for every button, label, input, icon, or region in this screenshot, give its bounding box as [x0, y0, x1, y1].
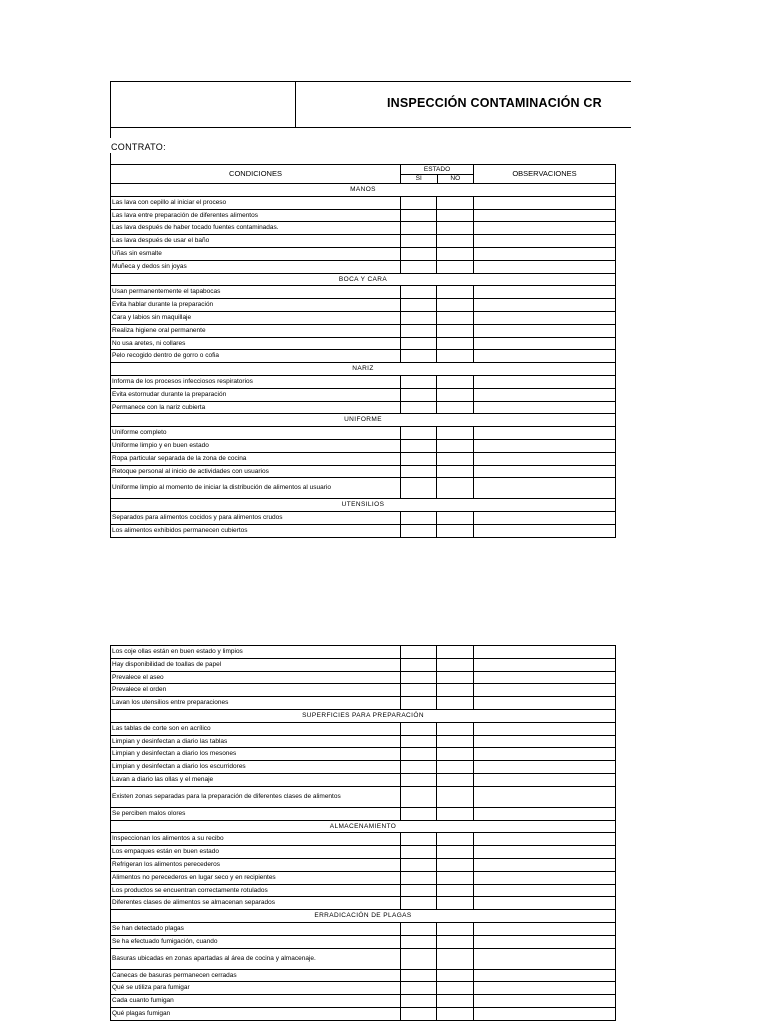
condition-cell: Se perciben malos olores — [111, 807, 401, 820]
si-cell[interactable] — [401, 773, 437, 786]
table-row — [111, 897, 616, 910]
section-row — [111, 709, 616, 722]
table-row — [111, 982, 616, 995]
section-title: ERRADICACIÓN DE PLAGAS — [111, 910, 616, 923]
no-cell[interactable] — [437, 948, 474, 969]
no-cell[interactable] — [437, 722, 474, 735]
si-cell[interactable] — [401, 311, 437, 324]
condition-cell: Se han detectado plagas — [111, 922, 401, 935]
table-row — [111, 260, 616, 273]
si-cell[interactable] — [401, 1007, 437, 1020]
no-cell[interactable] — [437, 375, 474, 388]
condition-cell: Prevalece el orden — [111, 684, 401, 697]
table-row — [111, 969, 616, 982]
observaciones-cell[interactable] — [474, 260, 616, 273]
observaciones-cell[interactable] — [474, 948, 616, 969]
document-title: INSPECCIÓN CONTAMINACIÓN CR — [387, 96, 602, 110]
condition-cell: Uniforme completo — [111, 427, 401, 440]
observaciones-cell[interactable] — [474, 671, 616, 684]
no-cell[interactable] — [437, 786, 474, 807]
si-cell[interactable] — [401, 884, 437, 897]
no-cell[interactable] — [437, 748, 474, 761]
si-cell[interactable] — [401, 833, 437, 846]
observaciones-cell[interactable] — [474, 524, 616, 537]
si-cell[interactable] — [401, 209, 437, 222]
section-row — [111, 273, 616, 286]
condition-cell: Los alimentos exhibidos permanecen cubiertos — [111, 524, 401, 537]
observaciones-cell[interactable] — [474, 748, 616, 761]
si-cell[interactable] — [401, 722, 437, 735]
si-cell[interactable] — [401, 235, 437, 248]
si-cell[interactable] — [401, 299, 437, 312]
observaciones-cell[interactable] — [474, 196, 616, 209]
section-title: BOCA Y CARA — [111, 273, 616, 286]
no-cell[interactable] — [437, 299, 474, 312]
si-cell[interactable] — [401, 337, 437, 350]
observaciones-cell[interactable] — [474, 807, 616, 820]
table-row — [111, 658, 616, 671]
table-row — [111, 697, 616, 710]
no-cell[interactable] — [437, 286, 474, 299]
no-cell[interactable] — [437, 646, 474, 659]
condition-cell: No usa aretes, ni collares — [111, 337, 401, 350]
section-row — [111, 363, 616, 376]
section-title: MANOS — [111, 184, 616, 197]
observaciones-cell[interactable] — [474, 995, 616, 1008]
no-cell[interactable] — [437, 897, 474, 910]
table-row — [111, 388, 616, 401]
no-cell[interactable] — [437, 982, 474, 995]
table-row — [111, 1007, 616, 1020]
observaciones-cell[interactable] — [474, 209, 616, 222]
table-row — [111, 299, 616, 312]
observaciones-cell[interactable] — [474, 350, 616, 363]
si-cell[interactable] — [401, 375, 437, 388]
observaciones-cell[interactable] — [474, 235, 616, 248]
si-cell[interactable] — [401, 401, 437, 414]
observaciones-cell[interactable] — [474, 646, 616, 659]
no-cell[interactable] — [437, 807, 474, 820]
table-row — [111, 209, 616, 222]
condition-cell: Uniforme limpio al momento de iniciar la distribución de alimentos al usuario — [111, 478, 401, 499]
table-row — [111, 427, 616, 440]
si-cell[interactable] — [401, 786, 437, 807]
no-cell[interactable] — [437, 465, 474, 478]
table-row — [111, 512, 616, 525]
table-row — [111, 350, 616, 363]
si-cell[interactable] — [401, 260, 437, 273]
si-cell[interactable] — [401, 388, 437, 401]
condition-cell: Informa de los procesos infecciosos respiratorios — [111, 375, 401, 388]
si-cell[interactable] — [401, 935, 437, 948]
table-row — [111, 401, 616, 414]
no-cell[interactable] — [437, 439, 474, 452]
no-cell[interactable] — [437, 833, 474, 846]
condition-cell: Cara y labios sin maquillaje — [111, 311, 401, 324]
si-cell[interactable] — [401, 807, 437, 820]
si-cell[interactable] — [401, 684, 437, 697]
section-title: NARIZ — [111, 363, 616, 376]
table-row — [111, 858, 616, 871]
observaciones-cell[interactable] — [474, 337, 616, 350]
condition-cell: Las lava después de haber tocado fuentes contaminadas. — [111, 222, 401, 235]
no-cell[interactable] — [437, 871, 474, 884]
table-row — [111, 247, 616, 260]
observaciones-cell[interactable] — [474, 897, 616, 910]
no-cell[interactable] — [437, 697, 474, 710]
si-cell[interactable] — [401, 697, 437, 710]
si-cell[interactable] — [401, 982, 437, 995]
condition-cell: Cada cuanto fumigan — [111, 995, 401, 1008]
observaciones-cell[interactable] — [474, 375, 616, 388]
condition-cell: Limpian y desinfectan a diario los escurridores — [111, 761, 401, 774]
si-cell[interactable] — [401, 247, 437, 260]
observaciones-cell[interactable] — [474, 478, 616, 499]
observaciones-cell[interactable] — [474, 658, 616, 671]
table-row — [111, 871, 616, 884]
table-row — [111, 465, 616, 478]
condition-cell: Canecas de basuras permanecen cerradas — [111, 969, 401, 982]
no-cell[interactable] — [437, 995, 474, 1008]
si-cell[interactable] — [401, 452, 437, 465]
no-cell[interactable] — [437, 247, 474, 260]
si-cell[interactable] — [401, 196, 437, 209]
no-cell[interactable] — [437, 884, 474, 897]
section-row — [111, 184, 616, 197]
estado-label: ESTADO — [401, 165, 473, 175]
si-cell[interactable] — [401, 735, 437, 748]
observaciones-cell[interactable] — [474, 722, 616, 735]
condition-cell: Limpian y desinfectan a diario los mesones — [111, 748, 401, 761]
no-cell[interactable] — [437, 969, 474, 982]
table-header-row — [111, 165, 616, 184]
si-cell[interactable] — [401, 646, 437, 659]
observaciones-cell[interactable] — [474, 761, 616, 774]
condition-cell: Los coje ollas están en buen estado y limpios — [111, 646, 401, 659]
observaciones-cell[interactable] — [474, 427, 616, 440]
observaciones-cell[interactable] — [474, 439, 616, 452]
observaciones-cell[interactable] — [474, 247, 616, 260]
observaciones-cell[interactable] — [474, 401, 616, 414]
section-title: ALMACENAMIENTO — [111, 820, 616, 833]
observaciones-cell[interactable] — [474, 935, 616, 948]
no-cell[interactable] — [437, 350, 474, 363]
no-cell[interactable] — [437, 858, 474, 871]
no-cell[interactable] — [437, 388, 474, 401]
si-cell[interactable] — [401, 524, 437, 537]
condition-cell: Refrigeran los alimentos perecederos — [111, 858, 401, 871]
table-row — [111, 748, 616, 761]
table-row — [111, 935, 616, 948]
table-row — [111, 884, 616, 897]
table-row — [111, 439, 616, 452]
table-row — [111, 337, 616, 350]
condition-cell: Permanece con la nariz cubierta — [111, 401, 401, 414]
section-title: SUPERFICIES PARA PREPARACIÓN — [111, 709, 616, 722]
observaciones-cell[interactable] — [474, 311, 616, 324]
table-row — [111, 524, 616, 537]
table-row — [111, 786, 616, 807]
table-row — [111, 286, 616, 299]
observaciones-cell[interactable] — [474, 222, 616, 235]
si-header: SI — [401, 175, 438, 183]
condition-cell: Lavan a diario las ollas y el menaje — [111, 773, 401, 786]
table-row — [111, 922, 616, 935]
si-cell[interactable] — [401, 478, 437, 499]
observaciones-cell[interactable] — [474, 324, 616, 337]
table-row — [111, 375, 616, 388]
table-row — [111, 722, 616, 735]
no-cell[interactable] — [437, 196, 474, 209]
observaciones-cell[interactable] — [474, 1007, 616, 1020]
condition-cell: Qué se utiliza para fumigar — [111, 982, 401, 995]
no-cell[interactable] — [437, 478, 474, 499]
inspection-table-1 — [110, 164, 616, 538]
si-cell[interactable] — [401, 748, 437, 761]
no-cell[interactable] — [437, 209, 474, 222]
inspection-table-2 — [110, 645, 616, 1021]
observaciones-cell[interactable] — [474, 786, 616, 807]
condition-cell: Las tablas de corte son en acrílico — [111, 722, 401, 735]
table-row — [111, 311, 616, 324]
observaciones-cell[interactable] — [474, 773, 616, 786]
section-row — [111, 910, 616, 923]
observaciones-cell[interactable] — [474, 858, 616, 871]
no-cell[interactable] — [437, 935, 474, 948]
section-row — [111, 414, 616, 427]
table-row — [111, 452, 616, 465]
no-cell[interactable] — [437, 684, 474, 697]
condition-cell: Diferentes clases de alimentos se almacenan separados — [111, 897, 401, 910]
observaciones-cell[interactable] — [474, 286, 616, 299]
condition-cell: Inspeccionan los alimentos a su recibo — [111, 833, 401, 846]
condition-cell: Basuras ubicadas en zonas apartadas al área de cocina y almacenaje. — [111, 948, 401, 969]
no-cell[interactable] — [437, 524, 474, 537]
estado-header — [401, 165, 474, 184]
condiciones-header: CONDICIONES — [111, 165, 401, 184]
observaciones-cell[interactable] — [474, 512, 616, 525]
left-border-line — [110, 126, 111, 138]
section-row — [111, 499, 616, 512]
condition-cell: Las lava entre preparación de diferentes alimentos — [111, 209, 401, 222]
no-cell[interactable] — [437, 324, 474, 337]
document-header — [110, 81, 631, 128]
condition-cell: Los empaques están en buen estado — [111, 846, 401, 859]
si-cell[interactable] — [401, 995, 437, 1008]
condition-cell: Uniforme limpio y en buen estado — [111, 439, 401, 452]
no-cell[interactable] — [437, 1007, 474, 1020]
table-row — [111, 671, 616, 684]
observaciones-cell[interactable] — [474, 871, 616, 884]
no-cell[interactable] — [437, 773, 474, 786]
condition-cell: Las lava después de usar el baño — [111, 235, 401, 248]
si-cell[interactable] — [401, 761, 437, 774]
si-cell[interactable] — [401, 897, 437, 910]
no-cell[interactable] — [437, 222, 474, 235]
condition-cell: Qué plagas fumigan — [111, 1007, 401, 1020]
table-row — [111, 735, 616, 748]
si-cell[interactable] — [401, 922, 437, 935]
table-row — [111, 684, 616, 697]
condition-cell: Hay disponibilidad de toallas de papel — [111, 658, 401, 671]
condition-cell: Existen zonas separadas para la preparación de diferentes clases de alimentos — [111, 786, 401, 807]
condition-cell: Evita hablar durante la preparación — [111, 299, 401, 312]
table-row — [111, 761, 616, 774]
si-cell[interactable] — [401, 846, 437, 859]
no-cell[interactable] — [437, 235, 474, 248]
no-cell[interactable] — [437, 337, 474, 350]
condition-cell: Separados para alimentos cocidos y para alimentos crudos — [111, 512, 401, 525]
left-border-line — [110, 153, 111, 164]
observaciones-cell[interactable] — [474, 452, 616, 465]
table-row — [111, 833, 616, 846]
condition-cell: Uñas sin esmalte — [111, 247, 401, 260]
si-cell[interactable] — [401, 286, 437, 299]
table-row — [111, 222, 616, 235]
logo-cell — [111, 82, 296, 127]
section-title: UNIFORME — [111, 414, 616, 427]
table-row — [111, 478, 616, 499]
condition-cell: Las lava con cepillo al iniciar el proceso — [111, 196, 401, 209]
condition-cell: Los productos se encuentran correctamente rotulados — [111, 884, 401, 897]
si-cell[interactable] — [401, 222, 437, 235]
table-row — [111, 995, 616, 1008]
no-cell[interactable] — [437, 512, 474, 525]
no-cell[interactable] — [437, 846, 474, 859]
condition-cell: Realiza higiene oral permanente — [111, 324, 401, 337]
observaciones-cell[interactable] — [474, 922, 616, 935]
condition-cell: Pelo recogido dentro de gorro o cofia — [111, 350, 401, 363]
condition-cell: Alimentos no perecederos en lugar seco y en recipientes — [111, 871, 401, 884]
observaciones-cell[interactable] — [474, 465, 616, 478]
contrato-label: CONTRATO: — [111, 142, 166, 152]
no-cell[interactable] — [437, 452, 474, 465]
si-cell[interactable] — [401, 658, 437, 671]
no-cell[interactable] — [437, 260, 474, 273]
no-cell[interactable] — [437, 311, 474, 324]
section-row — [111, 820, 616, 833]
observaciones-cell[interactable] — [474, 884, 616, 897]
observaciones-cell[interactable] — [474, 982, 616, 995]
table-row — [111, 235, 616, 248]
observaciones-cell[interactable] — [474, 735, 616, 748]
no-cell[interactable] — [437, 761, 474, 774]
observaciones-header: OBSERVACIONES — [474, 165, 616, 184]
si-cell[interactable] — [401, 671, 437, 684]
no-cell[interactable] — [437, 401, 474, 414]
si-cell[interactable] — [401, 427, 437, 440]
observaciones-cell[interactable] — [474, 388, 616, 401]
si-cell[interactable] — [401, 324, 437, 337]
condition-cell: Limpian y desinfectan a diario las tablas — [111, 735, 401, 748]
observaciones-cell[interactable] — [474, 697, 616, 710]
no-header: NO — [450, 175, 461, 182]
condition-cell: Usan permanentemente el tapabocas — [111, 286, 401, 299]
observaciones-cell[interactable] — [474, 846, 616, 859]
observaciones-cell[interactable] — [474, 833, 616, 846]
table-row — [111, 324, 616, 337]
si-cell[interactable] — [401, 948, 437, 969]
condition-cell: Muñeca y dedos sin joyas — [111, 260, 401, 273]
si-cell[interactable] — [401, 439, 437, 452]
si-cell[interactable] — [401, 512, 437, 525]
section-title: UTENSILIOS — [111, 499, 616, 512]
no-cell[interactable] — [437, 658, 474, 671]
table-row — [111, 196, 616, 209]
table-row — [111, 773, 616, 786]
table-row — [111, 646, 616, 659]
si-cell[interactable] — [401, 969, 437, 982]
si-cell[interactable] — [401, 465, 437, 478]
no-cell[interactable] — [437, 735, 474, 748]
observaciones-cell[interactable] — [474, 684, 616, 697]
no-cell[interactable] — [437, 922, 474, 935]
no-cell[interactable] — [437, 671, 474, 684]
si-cell[interactable] — [401, 350, 437, 363]
condition-cell: Ropa particular separada de la zona de cocina — [111, 452, 401, 465]
observaciones-cell[interactable] — [474, 969, 616, 982]
condition-cell: Retoque personal al inicio de actividades con usuarios — [111, 465, 401, 478]
condition-cell: Evita estornudar durante la preparación — [111, 388, 401, 401]
observaciones-cell[interactable] — [474, 299, 616, 312]
condition-cell: Se ha efectuado fumigación, cuando — [111, 935, 401, 948]
condition-cell: Lavan los utensilios entre preparaciones — [111, 697, 401, 710]
table-row — [111, 948, 616, 969]
si-cell[interactable] — [401, 871, 437, 884]
no-cell[interactable] — [437, 427, 474, 440]
si-cell[interactable] — [401, 858, 437, 871]
condition-cell: Prevalece el aseo — [111, 671, 401, 684]
table-row — [111, 846, 616, 859]
table-row — [111, 807, 616, 820]
